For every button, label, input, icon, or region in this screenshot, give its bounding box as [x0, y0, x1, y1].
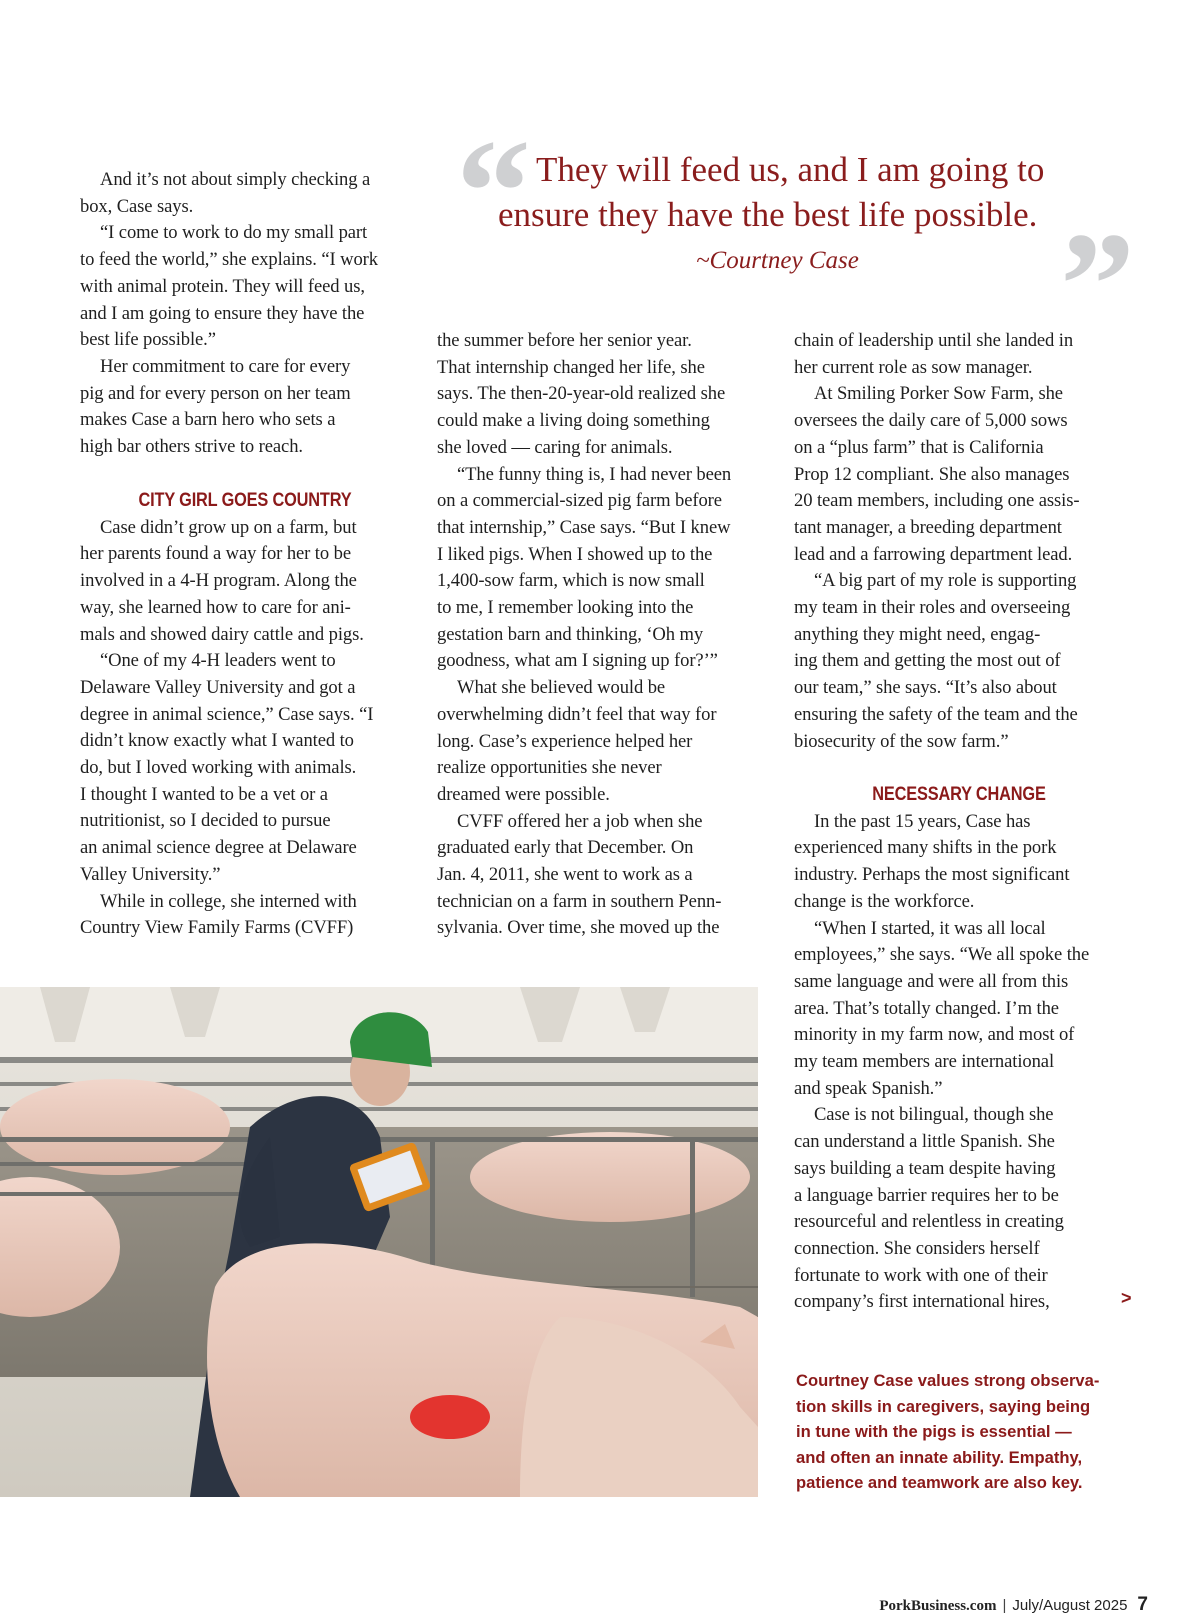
- body-line: didn’t know exactly what I wanted to: [80, 730, 354, 752]
- body-line: overwhelming didn’t feel that way for: [437, 703, 717, 725]
- body-line: Delaware Valley University and got a: [80, 676, 356, 698]
- body-line: 1,400-sow farm, which is now small: [437, 570, 705, 592]
- body-line: best life possible.”: [80, 329, 216, 351]
- body-line: lead and a farrowing department lead.: [794, 543, 1073, 565]
- body-line: involved in a 4-H program. Along the: [80, 570, 357, 592]
- body-line: Prop 12 compliant. She also manages: [794, 463, 1070, 485]
- caption-line: and often an innate ability. Empathy,: [796, 1447, 1083, 1467]
- caption-line: tion skills in caregivers, saying being: [796, 1396, 1091, 1416]
- body-line: graduated early that December. On: [437, 837, 694, 859]
- footer-issue: July/August 2025: [1012, 1597, 1128, 1614]
- body-line: biosecurity of the sow farm.”: [794, 730, 1009, 752]
- body-line: “One of my 4-H leaders went to: [100, 650, 336, 672]
- body-line: degree in animal science,” Case says. “I: [80, 703, 374, 725]
- close-quote-mark: ”: [1060, 202, 1135, 368]
- body-line: she loved — caring for animals.: [437, 436, 673, 458]
- body-line: an animal science degree at Delaware: [80, 837, 357, 859]
- body-line: sylvania. Over time, she moved up the: [437, 917, 720, 939]
- body-line: I thought I wanted to be a vet or a: [80, 783, 328, 805]
- body-line: with animal protein. They will feed us,: [80, 275, 365, 297]
- body-line: experienced many shifts in the pork: [794, 837, 1057, 859]
- body-line: Jan. 4, 2011, she went to work as a: [437, 864, 693, 885]
- body-line: to me, I remember looking into the: [437, 597, 694, 618]
- body-line: Case didn’t grow up on a farm, but: [100, 516, 357, 538]
- body-line: can understand a little Spanish. She: [794, 1131, 1055, 1153]
- body-line: And it’s not about simply checking a: [100, 169, 371, 190]
- body-line: anything they might need, engag-: [794, 623, 1041, 645]
- body-line: a language barrier requires her to be: [794, 1184, 1059, 1206]
- body-line: our team,” she says. “It’s also about: [794, 677, 1057, 699]
- body-line: and speak Spanish.”: [794, 1077, 943, 1099]
- body-line: “I come to work to do my small part: [100, 222, 368, 244]
- body-line: oversees the daily care of 5,000 sows: [794, 410, 1068, 432]
- caption-line: Courtney Case values strong observa-: [796, 1371, 1100, 1390]
- body-line: technician on a farm in southern Penn-: [437, 890, 722, 912]
- footer-separator: |: [1002, 1597, 1007, 1614]
- body-line: employees,” she says. “We all spoke the: [794, 944, 1090, 966]
- continue-arrow: >: [1121, 1288, 1132, 1308]
- page-footer: [879, 1594, 1148, 1616]
- body-line: nutritionist, so I decided to pursue: [80, 810, 331, 832]
- photo-caption: [796, 1368, 1136, 1496]
- body-line: What she believed would be: [457, 677, 666, 699]
- body-line: her parents found a way for her to be: [80, 543, 351, 565]
- page-number: 7: [1137, 1594, 1148, 1615]
- body-line: on a commercial-sized pig farm before: [437, 490, 722, 512]
- body-line: Case is not bilingual, though she: [814, 1104, 1054, 1126]
- barn-photo: [0, 987, 758, 1497]
- body-line: and I am going to ensure they have the: [80, 302, 365, 324]
- pull-quote-line-1: They will feed us, and I am going to: [536, 150, 1045, 189]
- body-line: That internship changed her life, she: [437, 356, 705, 378]
- body-line: says building a team despite having: [794, 1157, 1056, 1179]
- caption-line: patience and teamwork are also key.: [796, 1473, 1083, 1492]
- body-line: ing them and getting the most out of: [794, 650, 1061, 672]
- body-line: “The funny thing is, I had never been: [457, 463, 732, 485]
- body-line: high bar others strive to reach.: [80, 436, 303, 457]
- section-heading: NECESSARY CHANGE: [872, 784, 1046, 805]
- body-line: I liked pigs. When I showed up to the: [437, 543, 713, 565]
- body-line: Her commitment to care for every: [100, 355, 351, 377]
- body-line: minority in my farm now, and most of: [794, 1024, 1075, 1046]
- body-line: says. The then-20-year-old realized she: [437, 383, 726, 405]
- body-line: dreamed were possible.: [437, 783, 610, 805]
- body-line: box, Case says.: [80, 195, 194, 217]
- body-line: the summer before her senior year.: [437, 330, 692, 351]
- body-line: same language and were all from this: [794, 970, 1069, 992]
- body-line: goodness, what am I signing up for?’”: [437, 650, 718, 672]
- body-line: realize opportunities she never: [437, 757, 662, 779]
- body-line: that internship,” Case says. “But I knew: [437, 516, 731, 538]
- pull-quote-line-2: ensure they have the best life possible.: [498, 195, 1038, 234]
- body-line: In the past 15 years, Case has: [814, 810, 1031, 832]
- pull-quote-attribution: ~Courtney Case: [696, 247, 859, 274]
- body-line: chain of leadership until she landed in: [794, 330, 1074, 351]
- body-line: way, she learned how to care for ani-: [80, 596, 351, 618]
- body-line: gestation barn and thinking, ‘Oh my: [437, 623, 704, 645]
- body-line: to feed the world,” she explains. “I work: [80, 249, 378, 271]
- open-quote-mark: “: [456, 109, 531, 275]
- body-line: resourceful and relentless in creating: [794, 1211, 1064, 1233]
- body-line: tant manager, a breeding department: [794, 516, 1062, 538]
- body-line: “When I started, it was all local: [814, 917, 1046, 939]
- body-line: Country View Family Farms (CVFF): [80, 917, 354, 939]
- footer-site: PorkBusiness.com: [879, 1598, 997, 1614]
- section-heading: CITY GIRL GOES COUNTRY: [138, 490, 352, 511]
- body-line: Valley University.”: [80, 863, 221, 885]
- body-line: do, but I loved working with animals.: [80, 757, 357, 778]
- body-line: on a “plus farm” that is California: [794, 436, 1044, 458]
- body-line: area. That’s totally changed. I’m the: [794, 997, 1059, 1019]
- body-line: could make a living doing something: [437, 410, 710, 432]
- body-line: long. Case’s experience helped her: [437, 730, 693, 752]
- body-line: mals and showed dairy cattle and pigs.: [80, 623, 364, 645]
- body-line: my team in their roles and overseeing: [794, 597, 1071, 618]
- body-line: pig and for every person on her team: [80, 382, 351, 404]
- body-line: makes Case a barn hero who sets a: [80, 409, 336, 431]
- body-line: 20 team members, including one assis-: [794, 490, 1080, 512]
- body-line: At Smiling Porker Sow Farm, she: [814, 383, 1063, 405]
- body-line: my team members are international: [794, 1051, 1055, 1072]
- body-line: her current role as sow manager.: [794, 356, 1033, 378]
- body-line: change is the workforce.: [794, 890, 975, 912]
- body-line: company’s first international hires,: [794, 1291, 1050, 1313]
- body-line: ensuring the safety of the team and the: [794, 703, 1078, 725]
- body-line: While in college, she interned with: [100, 890, 357, 912]
- body-line: CVFF offered her a job when she: [457, 810, 703, 832]
- body-line: industry. Perhaps the most significant: [794, 864, 1070, 886]
- body-line: connection. She considers herself: [794, 1237, 1040, 1259]
- body-line: fortunate to work with one of their: [794, 1264, 1048, 1286]
- body-line: “A big part of my role is supporting: [814, 570, 1077, 592]
- caption-line: in tune with the pigs is essential —: [796, 1422, 1072, 1441]
